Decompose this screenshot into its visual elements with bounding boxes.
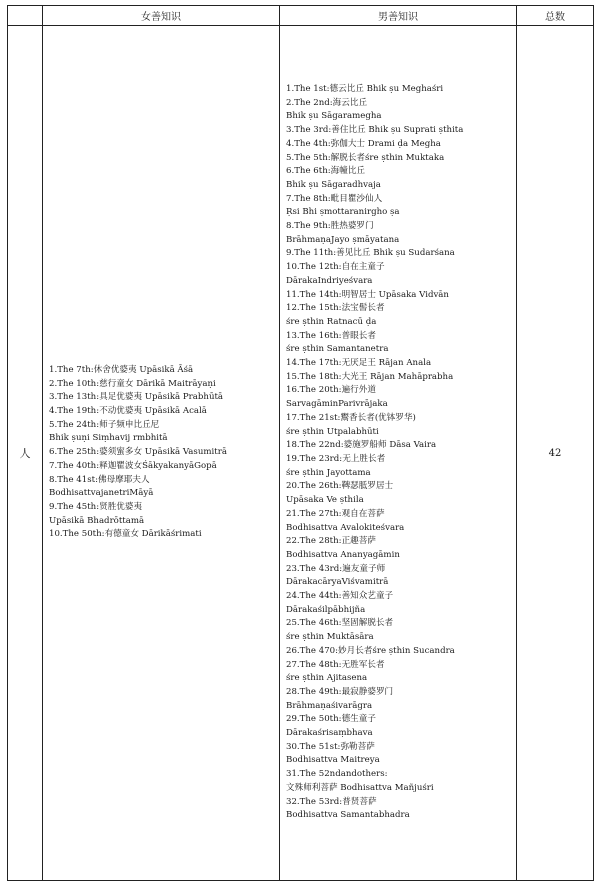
list-line: 12.The 15th:法宝髻长者 (286, 303, 385, 314)
list-line: 18.The 22nd:婆施罗船师 Dāsa Vaira (286, 440, 437, 451)
list-line: DārakacāryaViśvamitrā (286, 577, 389, 588)
list-line: Upāsikā Bhadrōttamā (49, 515, 145, 526)
list-line: 7.The 40th:释迦瞿波女ŚākyakanyāGopā (49, 460, 217, 471)
header-female: 女善知识 (43, 6, 280, 26)
list-line: 25.The 46th:坚固解脱长者 (286, 618, 394, 629)
list-line: 24.The 44th:善知众艺童子 (286, 591, 394, 602)
list-line: 31.The 52ndandothers: (286, 769, 388, 780)
list-line: śre ṣthin Muktāsāra (286, 632, 374, 643)
list-line: 3.The 3rd:善住比丘 Bhik ṣu Suprati ṣthita (286, 125, 464, 136)
list-line: 17.The 21st:鬻香长者(优钵罗华) (286, 412, 416, 423)
list-line: 2.The 2nd:海云比丘 (286, 97, 368, 108)
list-line: BodhisattvajanetriMāyā (49, 488, 154, 499)
list-line: 8.The 41st:佛母摩耶夫人 (49, 474, 150, 485)
list-line: 11.The 14th:明智居士 Upāsaka Vidvān (286, 289, 449, 300)
list-line: Upāsaka Ve ṣthila (286, 495, 364, 506)
list-line: 30.The 51st:弥勒菩萨 (286, 741, 375, 752)
list-line: śre ṣthin Ratnacū ḍa (286, 316, 377, 327)
list-line: 4.The 19th:不动优婆夷 Upāsikā Acalā (49, 406, 207, 417)
list-line: 5.The 5th:解脱长者śre ṣthin Muktaka (286, 152, 445, 163)
list-line: 7.The 8th:毗目瞿沙仙人 (286, 193, 383, 204)
list-line: 5.The 24th:师子频申比丘尼 (49, 419, 160, 430)
list-line: 1.The 1st:德云比丘 Bhik ṣu Meghaśri (286, 84, 444, 95)
list-line: śre ṣthin Utpalabhūti (286, 426, 379, 437)
list-line: 23.The 43rd:遍友童子师 (286, 563, 386, 574)
list-line: Dārakaśrisaṃbhava (286, 728, 373, 739)
list-line: 27.The 48th:无胜军长者 (286, 659, 385, 670)
list-line: 26.The 470:妙月长者śre ṣthin Sucandra (286, 645, 455, 656)
list-line: Dārakaśilpābhijña (286, 604, 366, 615)
body-row (8, 26, 594, 881)
list-line: 22.The 28th:正趣菩萨 (286, 536, 376, 547)
list-line: Ṛsi Bhi ṣmottaranirgho ṣa (286, 207, 400, 218)
header-row (8, 6, 594, 26)
knowledge-table (7, 5, 594, 881)
header-total: 总数 (517, 6, 594, 26)
male-list (280, 83, 516, 823)
list-line: 2.The 10th:慈行童女 Dārikā Maitrāyaṇi (49, 378, 216, 389)
female-cell (43, 26, 280, 881)
list-line: Brāhmaṇaśivarāgra (286, 700, 373, 711)
list-line: 15.The 18th:大光王 Rājan Mahāprabha (286, 371, 454, 382)
list-line: śre ṣthin Jayottama (286, 467, 371, 478)
list-line: 3.The 13th:具足优婆夷 Upāsikā Prabhūtā (49, 392, 224, 403)
list-line: Bodhisattva Ananyagāmin (286, 549, 400, 560)
list-line: Bhik ṣu Sāgaramegha (286, 111, 382, 122)
list-line: śre ṣthin Samantanetra (286, 344, 389, 355)
list-line: 10.The 12th:自在主童子 (286, 262, 385, 273)
list-line: 16.The 20th:遍行外道 (286, 385, 376, 396)
list-line: Bhik ṣu Sāgaradhvaja (286, 179, 381, 190)
list-line: 32.The 53rd:普贤菩萨 (286, 796, 377, 807)
list-line: 文殊师利菩萨 Bodhisattva Mañjuśri (286, 782, 434, 793)
list-line: 13.The 16th:普眼长者 (286, 330, 376, 341)
list-line: 1.The 7th:休舍优婆夷 Upāsikā Āśā (49, 364, 194, 375)
list-line: 6.The 6th:海幢比丘 (286, 166, 366, 177)
list-line: Bhik ṣuṇi Siṃhavij rmbhitā (49, 433, 168, 444)
list-line: 6.The 25th:婆须蜜多女 Upāsikā Vasumitrā (49, 447, 227, 458)
list-line: 9.The 11th:善见比丘 Bhik ṣu Sudarśana (286, 248, 455, 259)
list-line: 29.The 50th:德生童子 (286, 714, 376, 725)
female-list (43, 364, 279, 542)
list-line: DārakaIndriyeśvara (286, 275, 373, 286)
list-line: 8.The 9th:胜热婆罗门 (286, 221, 374, 232)
list-line: 19.The 23rd:无上胜长者 (286, 454, 386, 464)
list-line: Bodhisattva Avalokiteśvara (286, 522, 405, 533)
list-line: Bodhisattva Maitreya (286, 755, 380, 766)
list-line: 21.The 27th:观自在菩萨 (286, 508, 385, 519)
list-line: BrāhmaṇaJayo ṣmāyatana (286, 234, 400, 245)
list-line: 9.The 45th:贤胜优婆夷 (49, 501, 143, 512)
list-line: 14.The 17th:无厌足王 Rājan Anala (286, 358, 432, 369)
header-empty (8, 6, 43, 26)
header-male: 男善知识 (280, 6, 517, 26)
list-line: 28.The 49th:最寂静婆罗门 (286, 686, 394, 697)
list-line: śre ṣthin Ajitasena (286, 673, 368, 684)
row-label: 人 (8, 26, 43, 881)
total-value: 42 (517, 26, 594, 881)
list-line: Bodhisattva Samantabhadra (286, 810, 410, 821)
list-line: 4.The 4th:弥伽大士 Drami ḍa Megha (286, 138, 441, 149)
list-line: 20.The 26th:鞞瑟胝罗居士 (286, 481, 394, 492)
list-line: SarvagāminParivrājaka (286, 399, 388, 410)
list-line: 10.The 50th:有德童女 Dārikāśrimati (49, 529, 202, 540)
male-cell (280, 26, 517, 881)
